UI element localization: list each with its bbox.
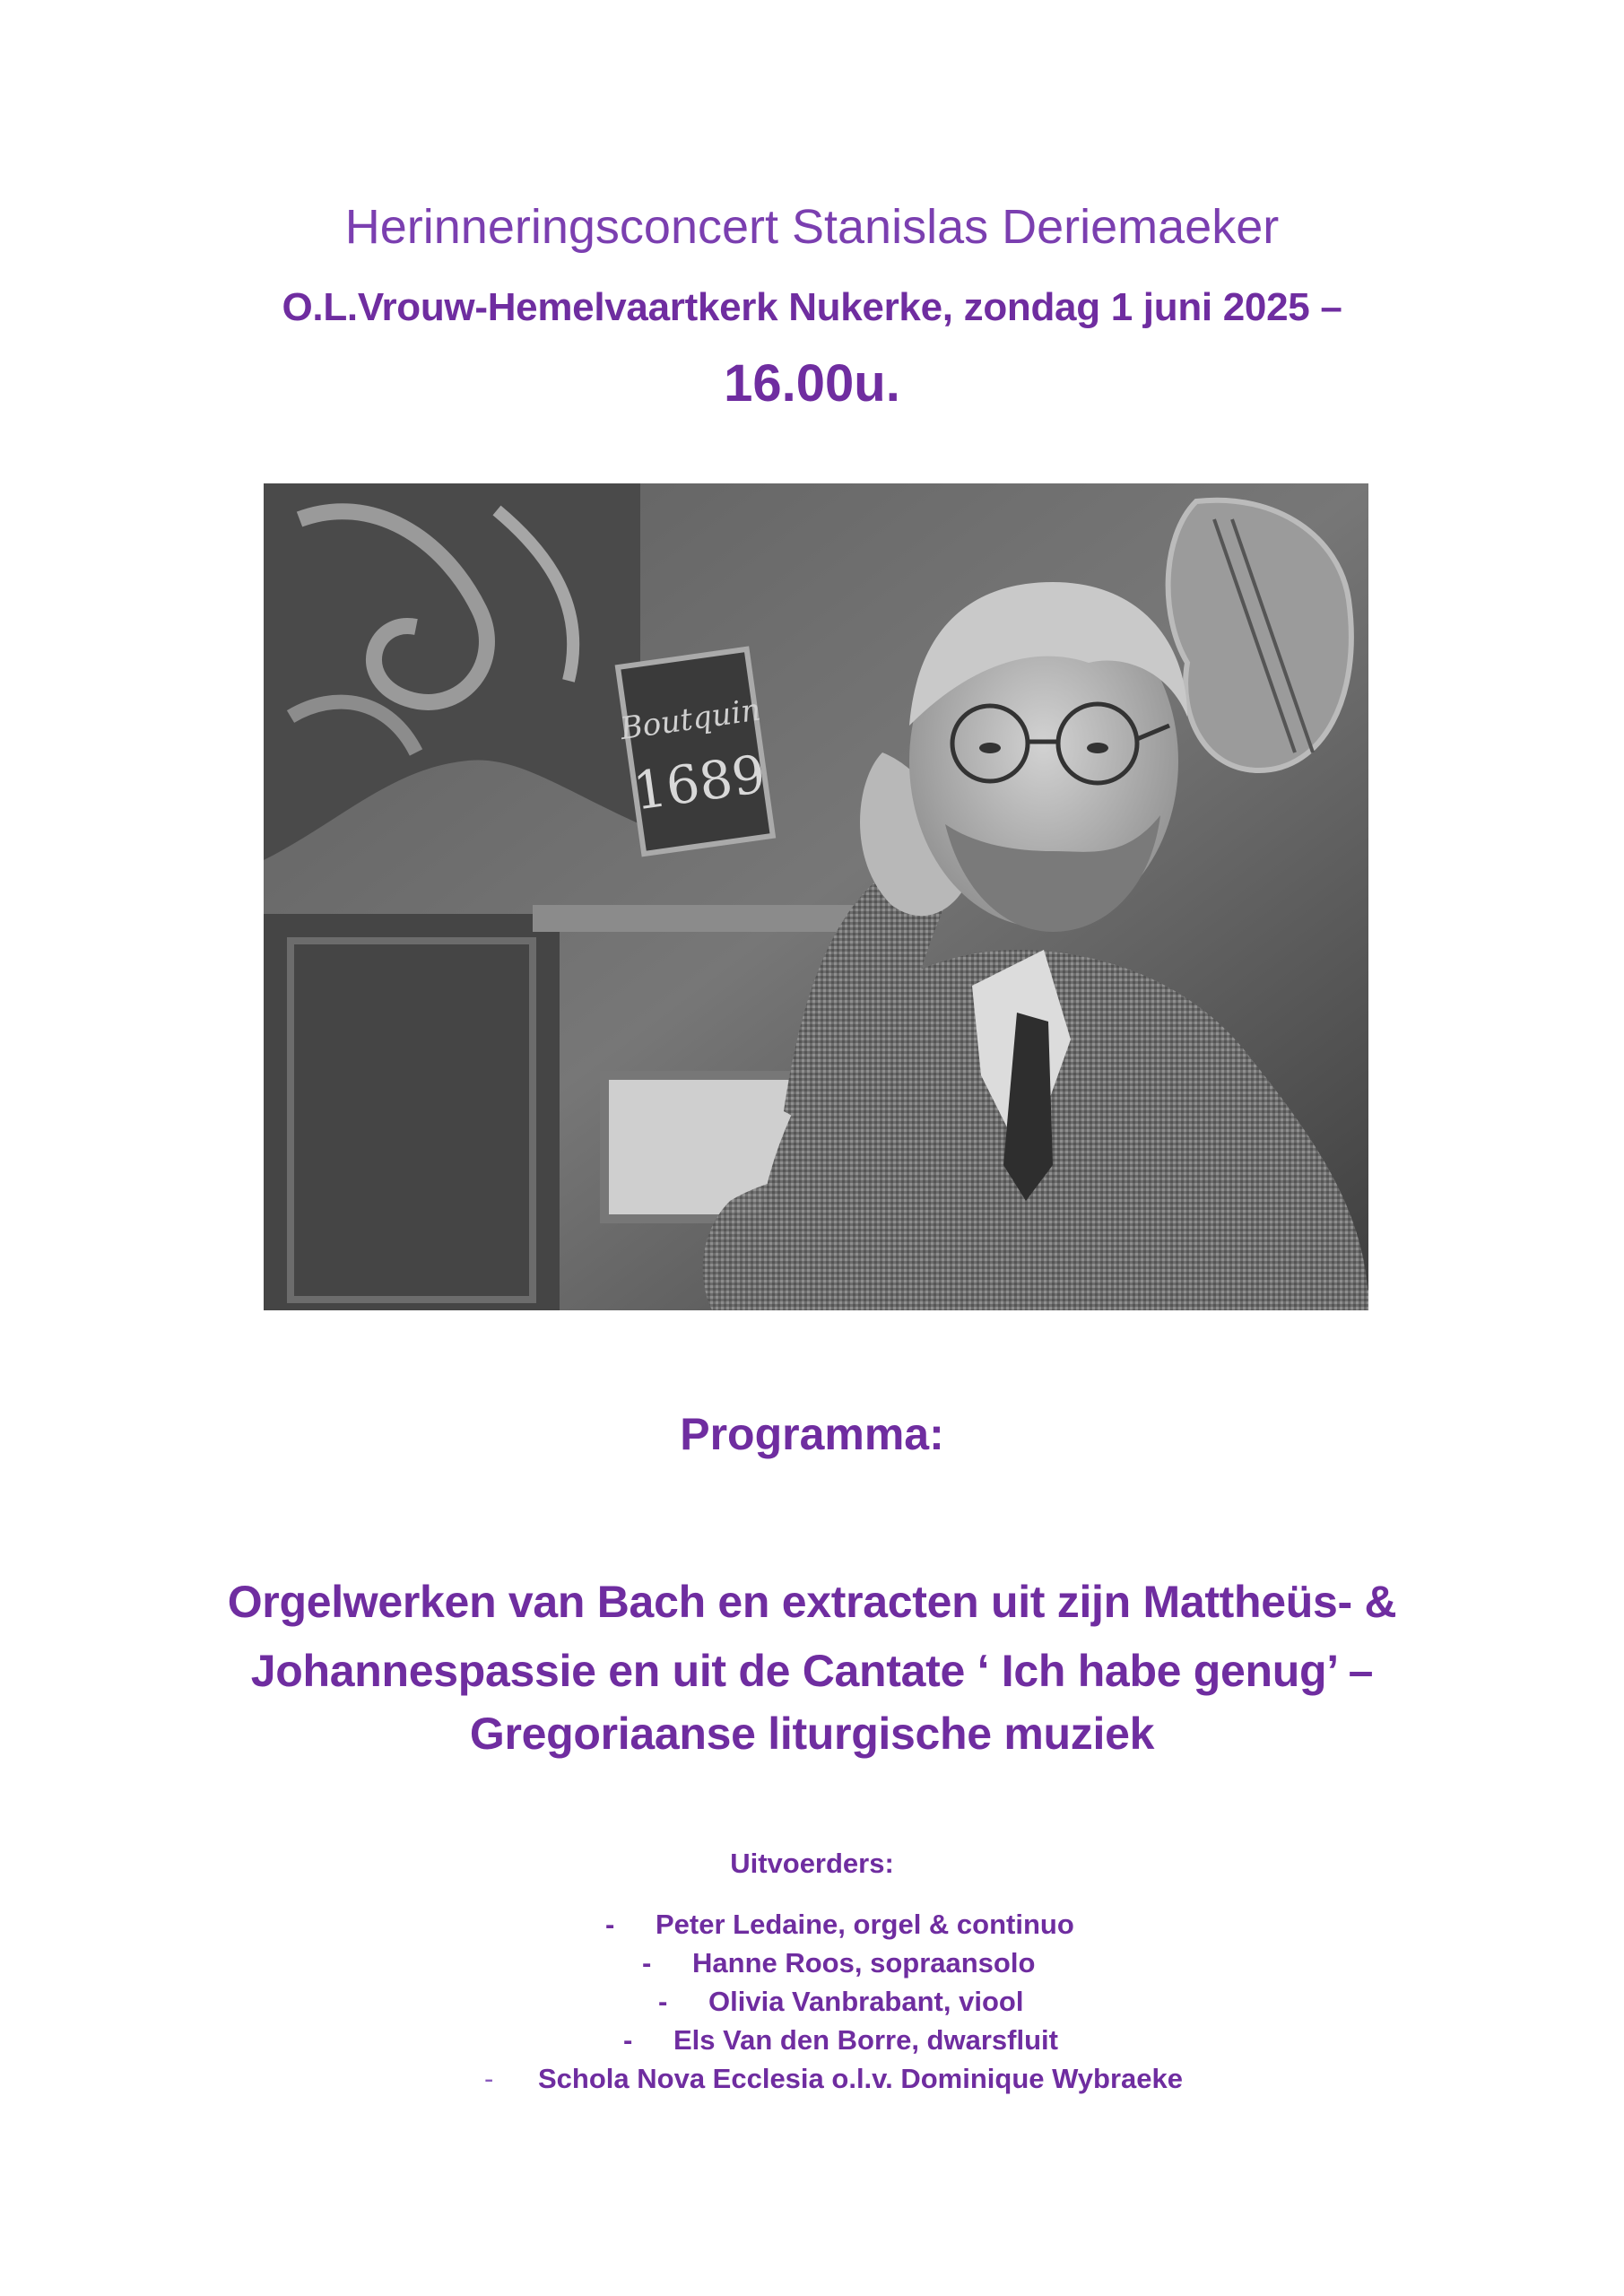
list-dash: - <box>623 2024 633 2056</box>
portrait-photo <box>264 483 1368 1310</box>
program-line: Gregoriaanse liturgische muziek <box>469 1709 1155 1759</box>
program-line: Orgelwerken van Bach en extracten uit zijn Mattheüs- & <box>227 1577 1397 1627</box>
performer-text: Els Van den Borre, dwarsfluit <box>673 2024 1058 2056</box>
program-line: Johannespassie en uit de Cantate ‘ Ich habe genug’ – <box>250 1646 1374 1696</box>
performer-item <box>0 1947 1624 1983</box>
venue-date-line: O.L.Vrouw-Hemelvaartkerk Nukerke, zondag 1 juni 2025 – <box>282 285 1342 329</box>
list-dash: - <box>605 1909 615 1940</box>
performers-heading: Uitvoerders: <box>730 1848 894 1879</box>
performer-text: Olivia Vanbrabant, viool <box>708 1986 1024 2017</box>
list-dash: - <box>658 1986 668 2017</box>
performer-text: Peter Ledaine, orgel & continuo <box>656 1909 1074 1940</box>
program-heading: Programma: <box>680 1409 944 1459</box>
performer-text: Schola Nova Ecclesia o.l.v. Dominique Wybraeke <box>538 2063 1184 2094</box>
performer-item <box>0 2063 1624 2099</box>
list-dash: - <box>642 1947 652 1979</box>
portrait-illustration <box>264 483 1368 1310</box>
plaque-text-2: 1689 <box>629 743 769 822</box>
performer-item <box>0 2024 1624 2060</box>
plaque-text-1: Boutquin <box>618 691 763 748</box>
start-time: 16.00u. <box>724 354 900 413</box>
performer-item <box>0 1909 1624 1944</box>
performer-item <box>0 1986 1624 2022</box>
list-dash: - <box>484 2063 494 2094</box>
concert-title: Herinneringsconcert Stanislas Deriemaeker <box>344 200 1280 254</box>
performer-text: Hanne Roos, sopraansolo <box>692 1947 1036 1979</box>
